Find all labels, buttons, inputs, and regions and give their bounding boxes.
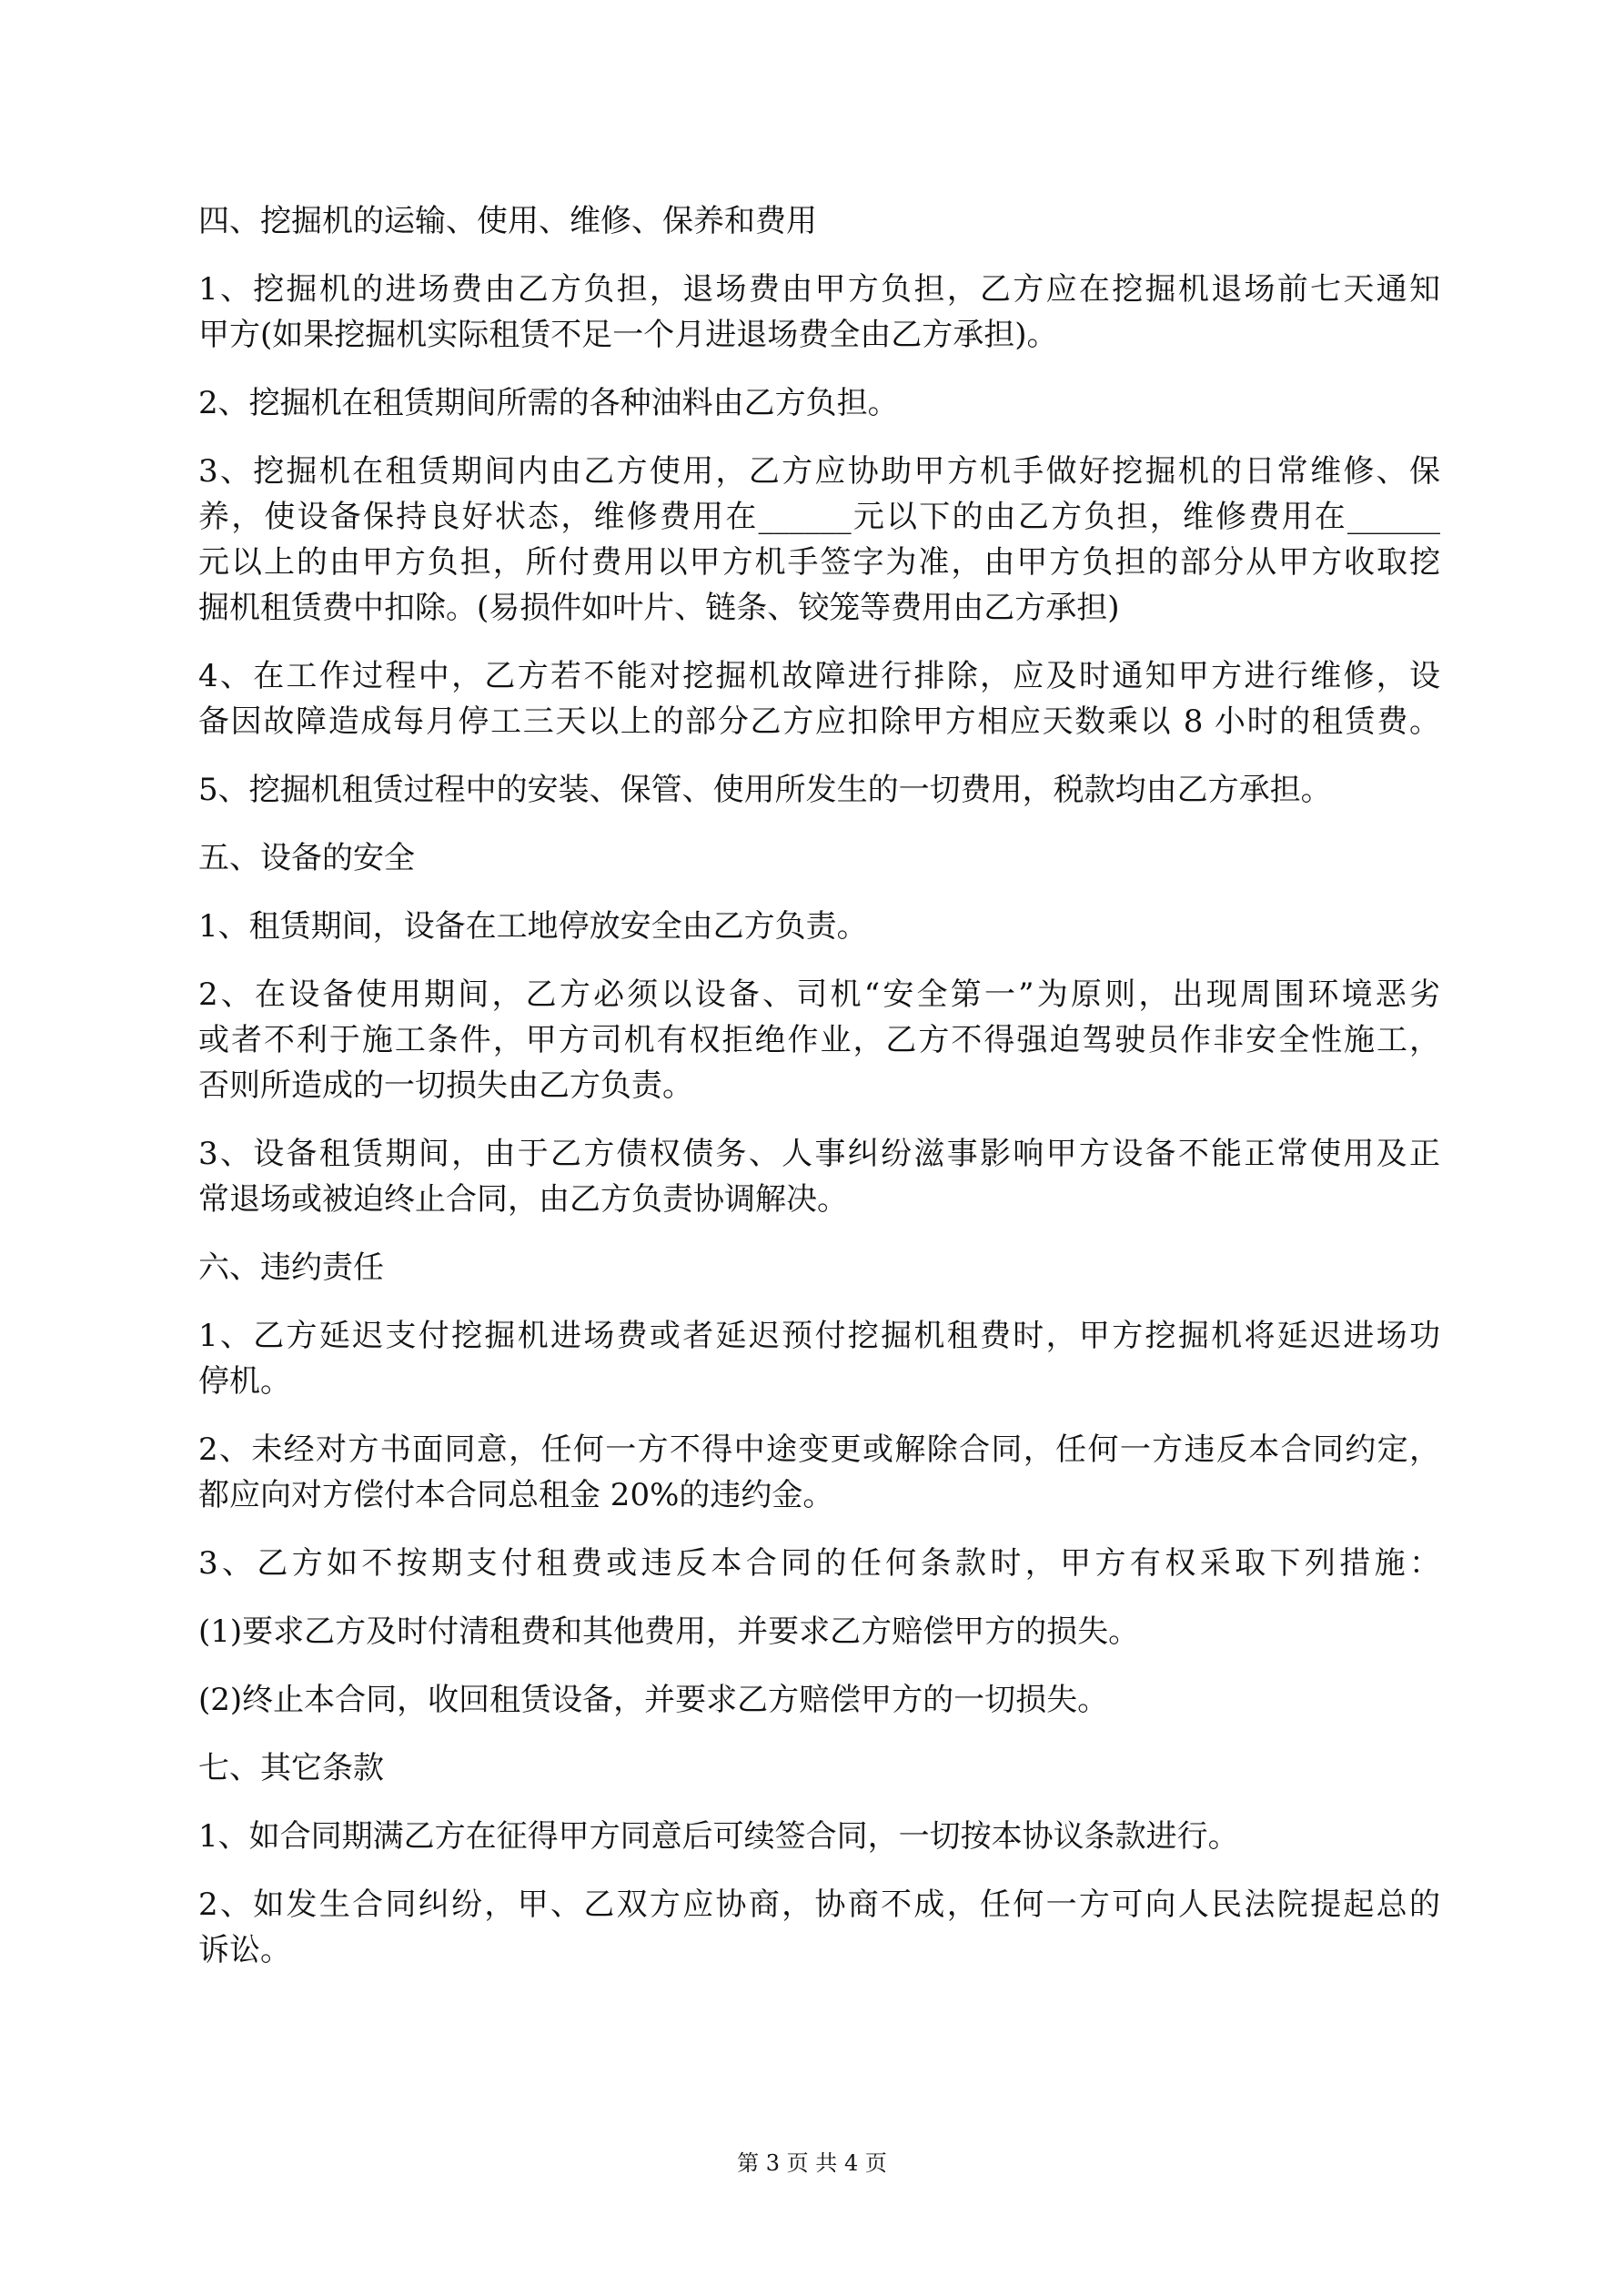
text-line: 元以上的由甲方负担，所付费用以甲方机手签字为准，由甲方负担的部分从甲方收取挖 (198, 544, 1440, 581)
text-line: 2、挖掘机在租赁期间所需的各种油料由乙方负担。 (198, 385, 899, 421)
text-line: 2、如发生合同纠纷，甲、乙双方应协商，协商不成，任何一方可向人民法院提起总的 (198, 1886, 1440, 1923)
text-line: 甲方(如果挖掘机实际租赁不足一个月进退场费全由乙方承担)。 (198, 317, 1058, 353)
text-line: 否则所造成的一切损失由乙方负责。 (198, 1067, 693, 1104)
text-line: 掘机租赁费中扣除。(易损件如叶片、链条、铰笼等费用由乙方承担) (198, 590, 1120, 626)
text-line: 5、挖掘机租赁过程中的安装、保管、使用所发生的一切费用，税款均由乙方承担。 (198, 772, 1332, 808)
text-line: 3、设备租赁期间，由于乙方债权债务、人事纠纷滋事影响甲方设备不能正常使用及正 (198, 1136, 1440, 1172)
text-line: 都应向对方偿付本合同总租金 20%的违约金。 (198, 1477, 834, 1513)
text-line: 备因故障造成每月停工三天以上的部分乙方应扣除甲方相应天数乘以 8 小时的租赁费。 (198, 703, 1440, 740)
page-number-footer: 第 3 页 共 4 页 (737, 2150, 887, 2176)
text-line: 3、挖掘机在租赁期间内由乙方使用，乙方应协助甲方机手做好挖掘机的日常维修、保 (198, 453, 1440, 490)
text-line: 1、挖掘机的进场费由乙方负担，退场费由甲方负担，乙方应在挖掘机退场前七天通知 (198, 271, 1440, 308)
text-line: 常退场或被迫终止合同，由乙方负责协调解决。 (198, 1181, 848, 1218)
text-line: 3、乙方如不按期支付租费或违反本合同的任何条款时，甲方有权采取下列措施： (198, 1545, 1440, 1582)
text-line: 2、在设备使用期间，乙方必须以设备、司机“安全第一”为原则，出现周围环境恶劣 (198, 976, 1440, 1013)
text-line: 诉讼。 (198, 1932, 291, 1968)
text-line: 1、乙方延迟支付挖掘机进场费或者延迟预付挖掘机租费时，甲方挖掘机将延迟进场功 (198, 1318, 1440, 1354)
text-line: 六、违约责任 (198, 1249, 384, 1286)
text-line: 五、设备的安全 (198, 840, 415, 876)
text-line: 四、挖掘机的运输、使用、维修、保养和费用 (198, 203, 817, 239)
text-line: 七、其它条款 (198, 1750, 384, 1786)
text-line: 停机。 (198, 1363, 291, 1400)
text-line: 2、未经对方书面同意，任何一方不得中途变更或解除合同，任何一方违反本合同约定， (198, 1431, 1440, 1468)
text-line: 或者不利于施工条件，甲方司机有权拒绝作业，乙方不得强迫驾驶员作非安全性施工， (198, 1022, 1440, 1058)
text-line: (1)要求乙方及时付清租费和其他费用，并要求乙方赔偿甲方的损失。 (198, 1613, 1140, 1650)
text-line: 1、如合同期满乙方在征得甲方同意后可续签合同，一切按本协议条款进行。 (198, 1818, 1239, 1855)
text-line: 养，使设备保持良好状态，维修费用在______元以下的由乙方负担，维修费用在______ (198, 499, 1440, 535)
document-body (198, 198, 1440, 1996)
text-line: (2)终止本合同，收回租赁设备，并要求乙方赔偿甲方的一切损失。 (198, 1682, 1109, 1718)
text-line: 4、在工作过程中，乙方若不能对挖掘机故障进行排除，应及时通知甲方进行维修，设 (198, 658, 1440, 694)
text-line: 1、租赁期间，设备在工地停放安全由乙方负责。 (198, 908, 868, 945)
